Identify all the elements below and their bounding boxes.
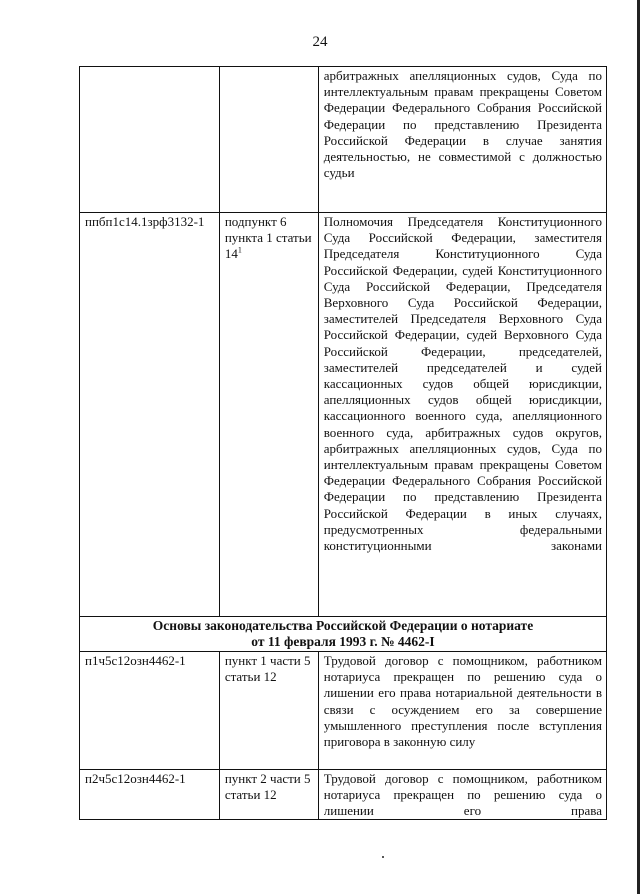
provision-superscript: 1 bbox=[237, 246, 242, 256]
row-text: арбитражных апелляционных судов, Суда по интеллектуальным правам прекращены Советом Федерации Федерального Собрания Российской Федерации по представлению Президента Российской Федерации в случае занятия деятельностью, не совместимой с должностью судьи bbox=[318, 67, 606, 213]
section-title-line1: Основы законодательства Российской Федерации о нотариате bbox=[152, 618, 534, 633]
row-text-content: Трудовой договор с помощником, работником нотариуса прекращен по решению суда о лишении его права bbox=[323, 771, 602, 819]
section-title bbox=[80, 617, 607, 652]
scan-speck bbox=[382, 856, 384, 858]
row-provision: пункт 1 части 5 статьи 12 bbox=[219, 652, 318, 770]
document-table bbox=[79, 66, 607, 820]
table-row bbox=[80, 652, 607, 770]
page-number: 24 bbox=[312, 34, 328, 50]
row-code: ппбп1с14.1зрф3132-1 bbox=[80, 213, 220, 617]
section-header-row bbox=[80, 617, 607, 652]
row-provision: пункт 2 части 5 статьи 12 bbox=[219, 770, 318, 820]
section-title-line2: от 11 февраля 1993 г. № 4462-I bbox=[251, 634, 435, 649]
row-text: Трудовой договор с помощником, работником нотариуса прекращен по решению суда о лишении его права нотариальной деятельности в связи с осуждением его за совершение умышленного преступления после вступления приговора в законную силу bbox=[318, 652, 606, 770]
provision-text: подпункт 6 пункта 1 статьи 14 bbox=[224, 214, 312, 262]
table-row bbox=[80, 213, 607, 617]
row-text bbox=[318, 770, 606, 820]
row-provision bbox=[219, 67, 318, 213]
row-code: п2ч5с12озн4462-1 bbox=[80, 770, 220, 820]
table-row bbox=[80, 67, 607, 213]
row-code bbox=[80, 67, 220, 213]
row-text: Полномочия Председателя Конституционного Суда Российской Федерации, заместителя Председателя Конституционного Суда Российской Федерации, судей Конституционного Суда Российской Федерации, Председателя Верховного Суда Российской Федерации, заместителей Председателя Верховного Суда Российской Федерации, судей Верховного Суда Российской Федерации, председателей, заместителей председателей и судей кассационных судов общей юрисдикции, апелляционных судов общей юрисдикции, кассационного военного суда, апелляционного военного суда, арбитражных судов округов, арбитражных апелляционных судов, Суда по интеллектуальным правам прекращены Советом Федерации Федерального Собрания Российской Федерации по представлению Президента Российской Федерации в иных случаях, предусмотренных федеральными конституционными законами bbox=[318, 213, 606, 617]
table-row bbox=[80, 770, 607, 820]
row-provision bbox=[219, 213, 318, 617]
row-code: п1ч5с12озн4462-1 bbox=[80, 652, 220, 770]
